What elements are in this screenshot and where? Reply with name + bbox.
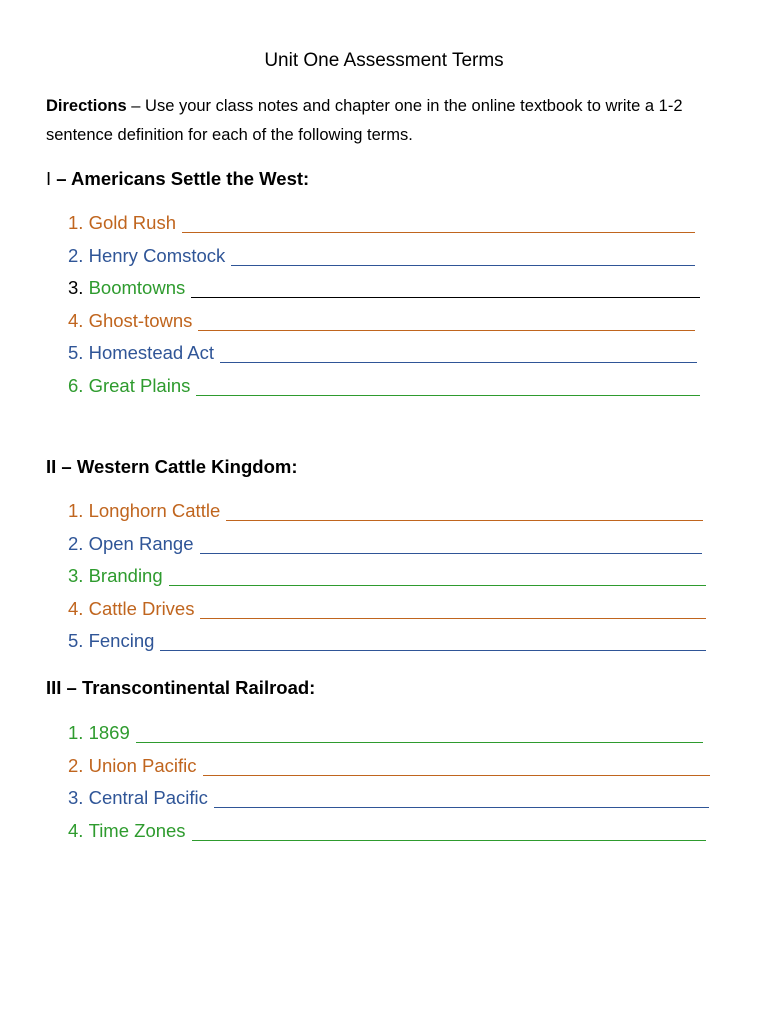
term-number: 1. [68,722,89,743]
section-roman: III [46,677,62,698]
answer-blank[interactable] [200,600,706,619]
term-number: 3. [68,565,89,587]
answer-blank[interactable] [203,757,710,776]
term-label: Central Pacific [88,787,208,809]
term-item [68,272,700,305]
term-number: 5. [68,630,89,652]
term-item [68,782,709,815]
term-item [68,207,695,240]
answer-blank[interactable] [196,377,700,396]
term-label: Time Zones [88,819,186,841]
answer-blank[interactable] [220,344,697,363]
term-item [68,560,706,593]
answer-blank[interactable] [182,214,695,233]
term-number: 6. [68,374,89,396]
section-title: – Americans Settle the West: [51,168,310,189]
answer-blank[interactable] [231,247,695,266]
answer-blank[interactable] [198,312,695,331]
term-item [68,495,703,528]
directions-text: – Use your class notes and chapter one in the online textbook to write a 1-2 sentence definition for each of the following terms. [46,97,683,144]
answer-blank[interactable] [226,502,703,521]
term-label: Great Plains [88,374,191,396]
answer-blank[interactable] [136,724,703,743]
page-title: Unit One Assessment Terms [264,50,504,71]
term-item [68,593,706,626]
term-item [68,370,700,403]
term-number: 3. [68,787,89,809]
answer-blank[interactable] [192,822,706,841]
term-item [68,305,695,338]
term-label: Henry Comstock [88,244,226,266]
term-item [68,240,695,273]
term-item [68,750,710,783]
term-label: Open Range [88,532,194,554]
term-list-1 [68,207,700,403]
term-number: 4. [68,819,89,841]
answer-blank[interactable] [214,789,709,808]
section-heading-2 [46,454,298,480]
term-label: Branding [88,565,163,587]
section-roman: I [46,168,52,189]
term-list-3 [68,717,710,847]
term-number: 2. [68,532,89,554]
directions-paragraph [46,92,736,149]
term-label: Cattle Drives [88,597,195,619]
term-number: 1. [68,500,89,521]
term-number: 1. [68,212,89,233]
term-item [68,337,697,370]
term-number: 3. [68,277,89,299]
term-item [68,625,706,658]
term-label: Longhorn Cattle [88,500,221,521]
term-number: 4. [68,309,89,331]
section-heading-1 [46,166,309,192]
term-item [68,815,706,848]
term-label: Union Pacific [88,754,197,776]
answer-blank[interactable] [191,279,700,298]
term-number: 2. [68,754,89,776]
term-label: Homestead Act [88,342,215,364]
term-number: 2. [68,244,89,266]
term-number: 5. [68,342,89,364]
section-heading-3 [46,675,315,701]
answer-blank[interactable] [160,632,706,651]
answer-blank[interactable] [169,567,706,586]
term-item [68,528,702,561]
term-label: Gold Rush [88,212,176,233]
term-label: 1869 [88,722,130,743]
term-label: Ghost-towns [88,309,193,331]
section-title: – Western Cattle Kingdom: [56,456,298,477]
section-title: – Transcontinental Railroad: [61,677,316,698]
directions-lead: Directions [46,97,127,115]
term-number: 4. [68,597,89,619]
term-item [68,717,703,750]
term-label: Fencing [88,630,155,652]
section-roman: II [46,456,57,477]
term-label: Boomtowns [88,277,186,299]
answer-blank[interactable] [200,535,703,554]
term-list-2 [68,495,706,658]
